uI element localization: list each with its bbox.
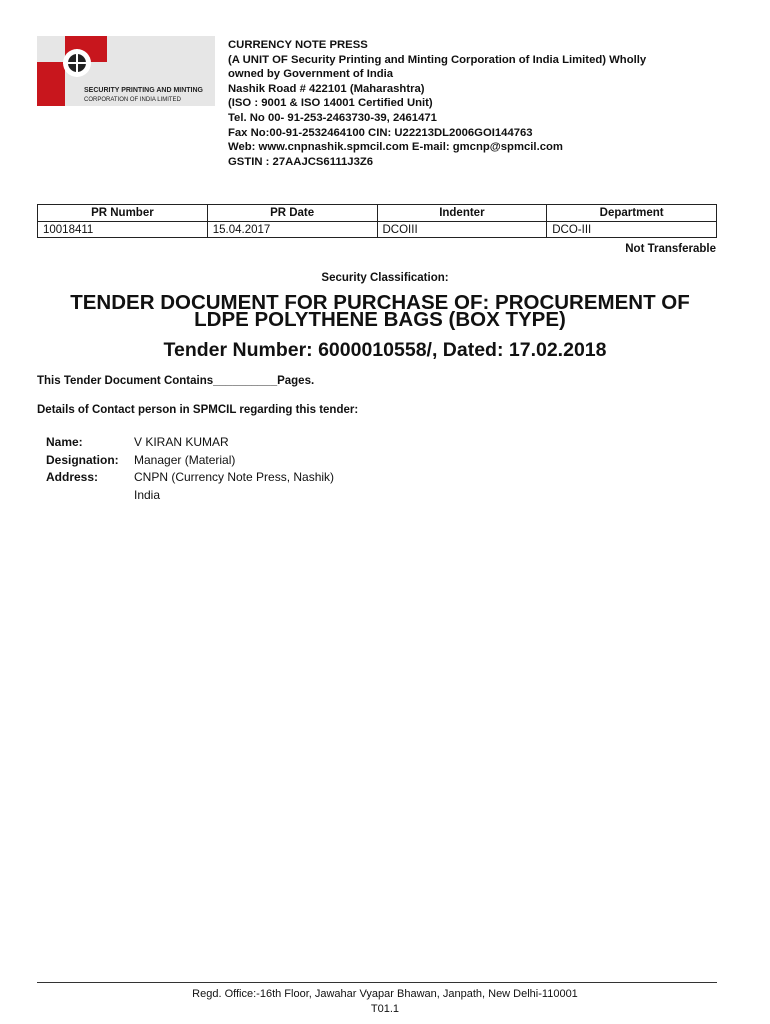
org-line: CURRENCY NOTE PRESS [228, 39, 368, 51]
pages-count-text: This Tender Document Contains__________Pages. [37, 375, 315, 387]
designation-value: Manager (Material) [134, 452, 236, 467]
tender-number: Tender Number: 6000010558/, Dated: 17.02.2018 [163, 339, 607, 361]
contact-address-row [46, 469, 334, 504]
tender-title-line2: LDPE POLYTHENE BAGS (BOX TYPE) [194, 308, 566, 331]
contact-name-row [46, 434, 334, 452]
org-line: Fax No:00-91-2532464100 CIN: U22213DL2006GOI144763 [228, 126, 533, 139]
logo-line1: SECURITY PRINTING AND MINTING [84, 87, 204, 94]
tender-title [30, 291, 730, 331]
not-transferable-label: Not Transferable [625, 243, 716, 255]
org-line: (A UNIT OF Security Printing and Minting Corporation of India Limited) Wholly [228, 53, 647, 66]
contact-intro: Details of Contact person in SPMCIL regarding this tender: [37, 404, 359, 416]
footer-office: Regd. Office:-16th Floor, Jawahar Vyapar Bhawan, Janpath, New Delhi-110001 [192, 988, 578, 1000]
footer [0, 987, 770, 1017]
table-row [38, 222, 717, 238]
header-department: Department [547, 205, 717, 222]
pr-table [37, 204, 717, 238]
org-line: (ISO : 9001 & ISO 14001 Certified Unit) [228, 97, 433, 110]
cell-department: DCO-III [547, 222, 717, 238]
address-value [134, 469, 334, 504]
spmcil-logo [37, 36, 215, 106]
name-label: Name: [46, 435, 83, 449]
name-value: V KIRAN KUMAR [134, 435, 229, 449]
logo-line2: CORPORATION OF INDIA LIMITED [84, 97, 181, 103]
org-line: Tel. No 00- 91-253-2463730-39, 2461471 [228, 111, 437, 124]
footer-divider [37, 982, 717, 983]
table-header-row [38, 205, 717, 222]
footer-code: T01.1 [370, 1003, 400, 1015]
contact-designation-row [46, 452, 334, 470]
org-line: owned by Government of India [228, 68, 394, 81]
contact-details [46, 434, 334, 504]
address-line2: India [134, 487, 161, 502]
cell-pr-number: 10018411 [38, 222, 208, 238]
security-classification: Security Classification: [321, 272, 449, 284]
tender-title-line1: TENDER DOCUMENT FOR PURCHASE OF: PROCUREMENT OF [70, 291, 690, 314]
designation-label: Designation: [46, 452, 119, 467]
org-line: Web: www.cnpnashik.spmcil.com E-mail: gmcnp@spmcil.com [228, 141, 563, 154]
organization-header [228, 38, 748, 169]
cell-pr-date: 15.04.2017 [207, 222, 377, 238]
org-line: GSTIN : 27AAJCS6111J3Z6 [228, 155, 374, 168]
org-line: Nashik Road # 422101 (Maharashtra) [228, 82, 425, 95]
header-pr-number: PR Number [38, 205, 208, 222]
header-indenter: Indenter [377, 205, 547, 222]
cell-indenter: DCOIII [377, 222, 547, 238]
header-pr-date: PR Date [207, 205, 377, 222]
address-line1: CNPN (Currency Note Press, Nashik) [134, 470, 335, 484]
address-label: Address: [46, 470, 99, 484]
